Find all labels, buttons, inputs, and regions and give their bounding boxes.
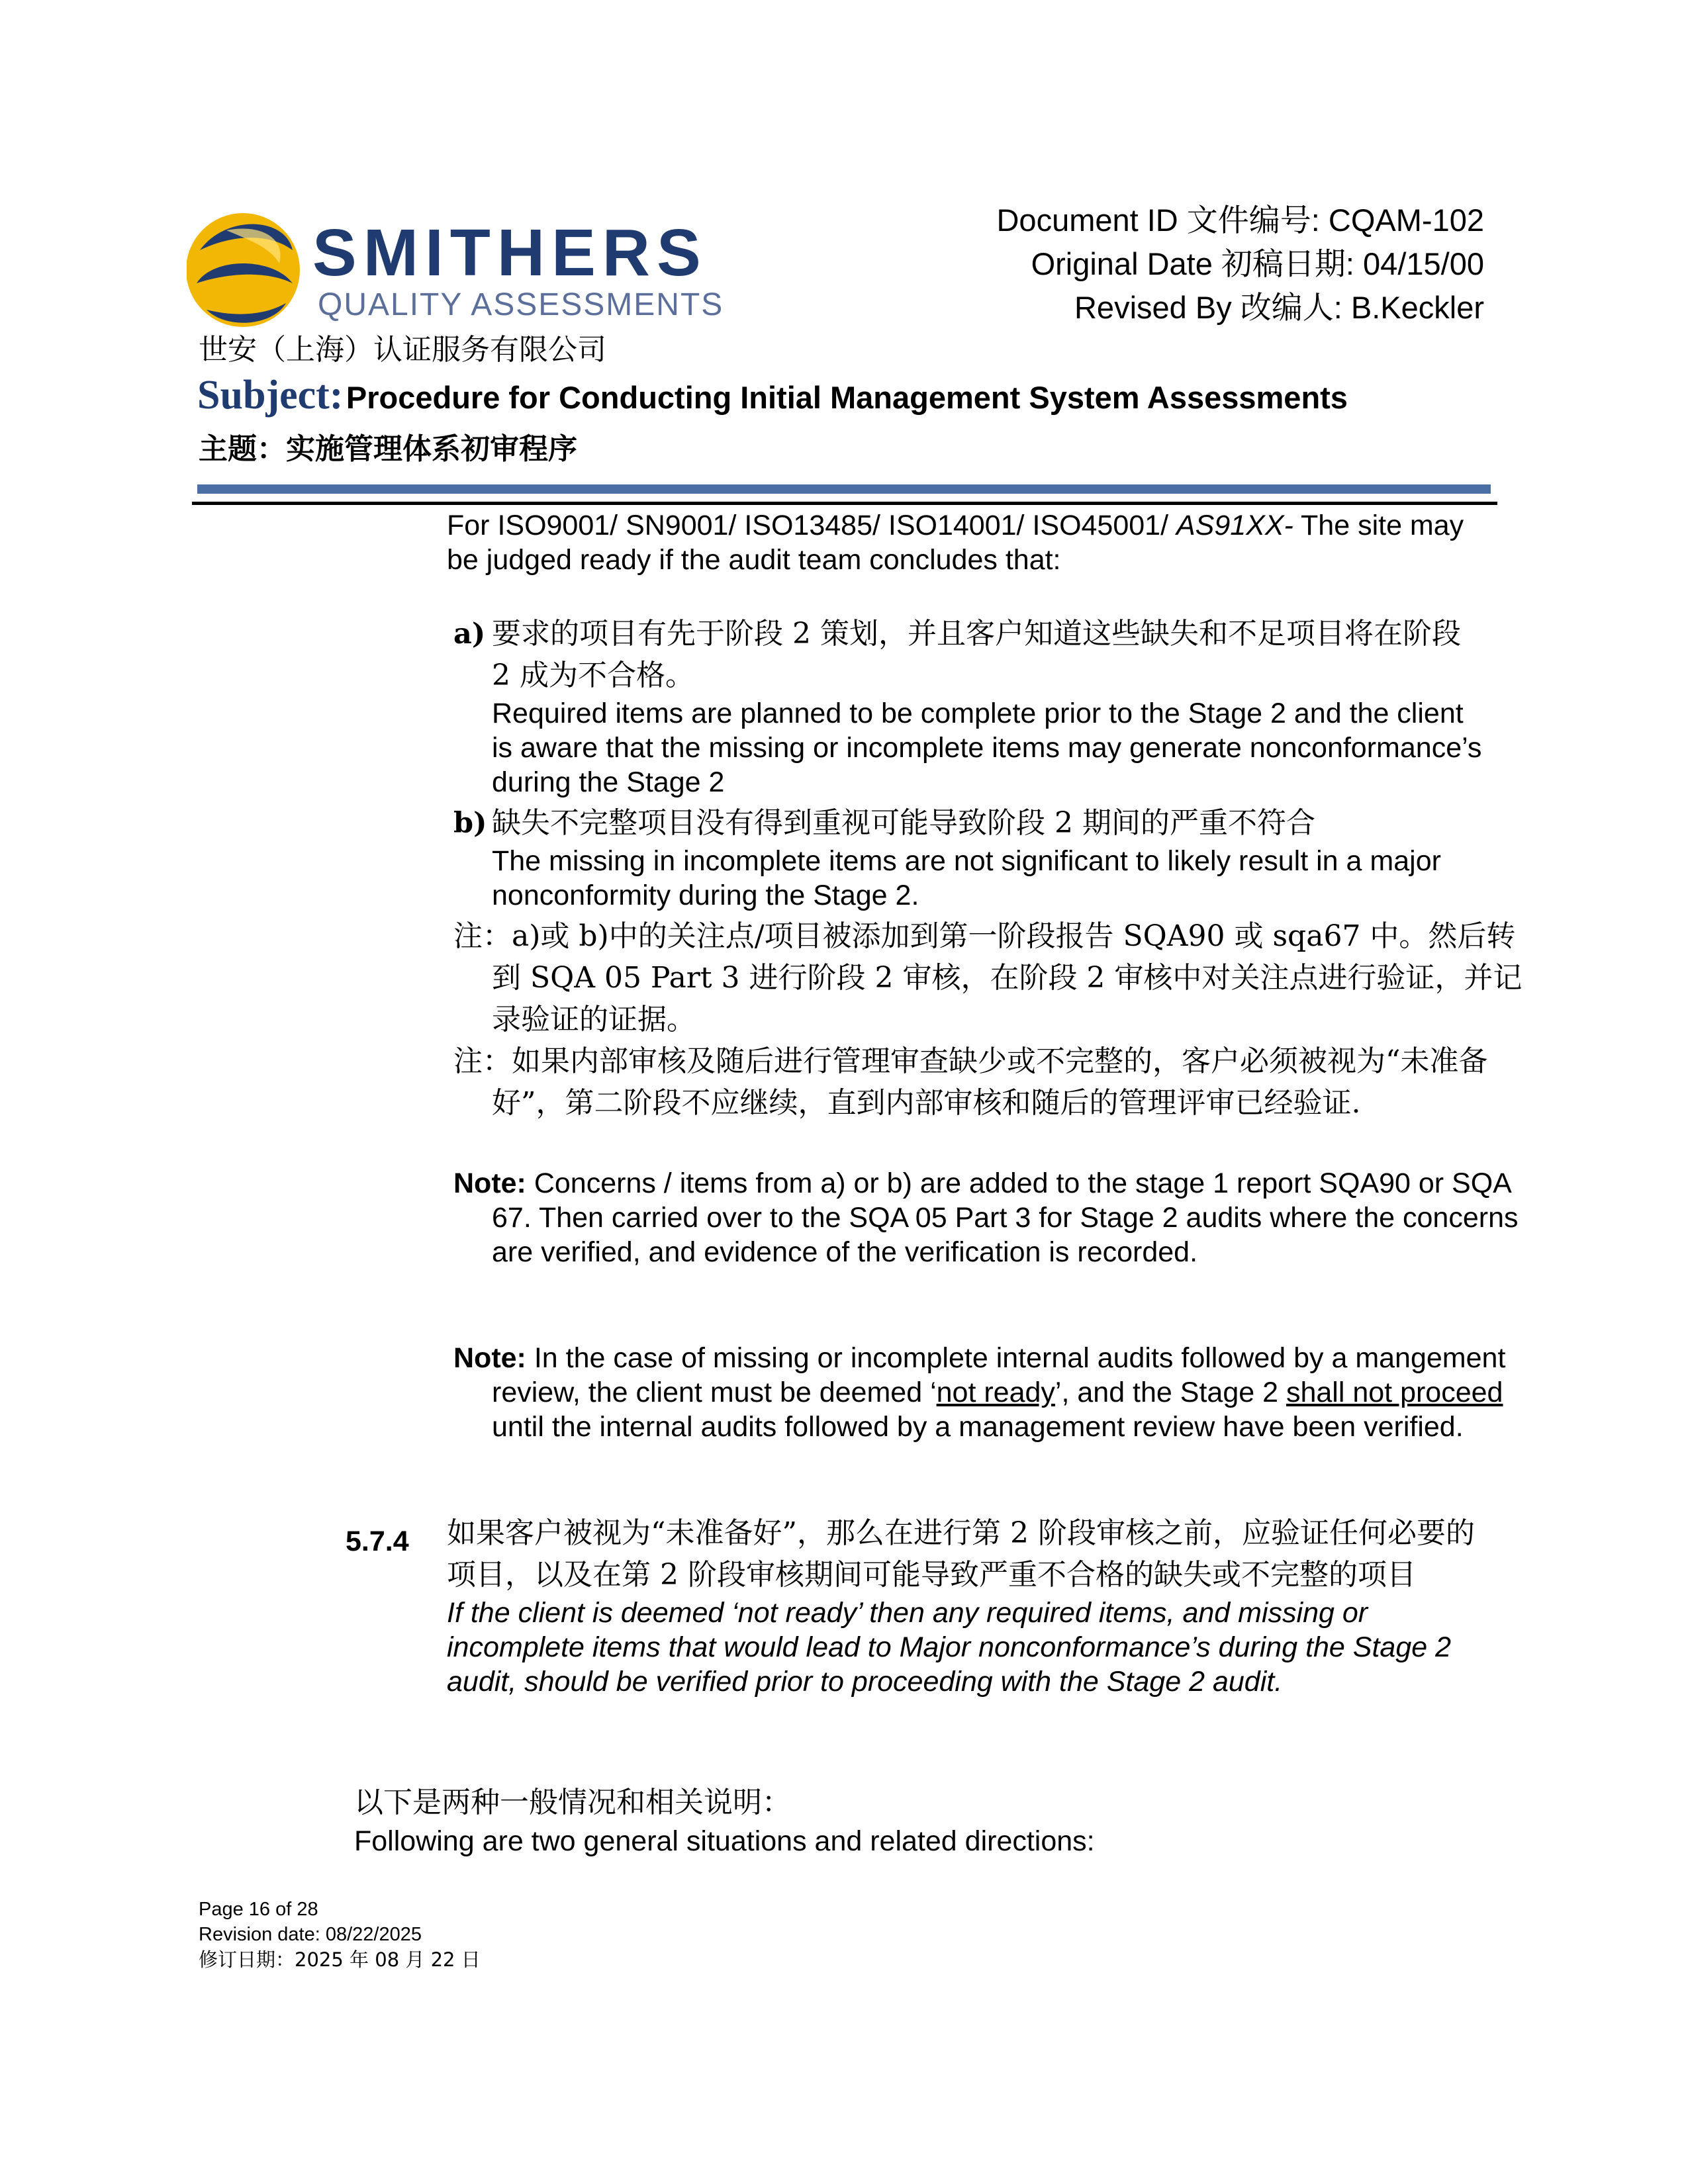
following-cn: 以下是两种一般情况和相关说明：	[354, 1786, 791, 1819]
header-divider-blue	[197, 484, 1491, 494]
section-en: If the client is deemed ‘not ready’ then any required items, and missing or incomplete items that would lead to Major nonconformance’s during the Stage 2 audit, should be verified prior to proceeding with the Stage 2 audit.	[447, 1597, 1452, 1698]
note-cn-1: 注：a)或 b)中的关注点/项目被添加到第一阶段报告 SQA90 或 sqa67 中。然后转到 SQA 05 Part 3 进行阶段 2 审核，在阶段 2 审核中对关注点进行验证，并记录验证的证据。	[453, 919, 1523, 1036]
item-a-en: Required items are planned to be complete prior to the Stage 2 and the client is aware that the missing or incomplete items may generate nonconformance’s during the Stage 2	[492, 698, 1482, 798]
page-number: Page 16 of 28	[199, 1899, 318, 1920]
item-b-en: The missing in incomplete items are not significant to likely result in a major nonconformity during the Stage 2.	[492, 845, 1441, 911]
list-item-a	[453, 613, 1486, 799]
section-5-7-4	[447, 1512, 1486, 1699]
logo-tagline: QUALITY ASSESSMENTS	[318, 287, 724, 322]
intro-text: For ISO9001/ SN9001/ ISO13485/ ISO14001/ ISO45001/	[447, 510, 1176, 541]
header-divider-black	[192, 502, 1497, 505]
note-cn-2: 注：如果内部审核及随后进行管理审查缺少或不完整的，客户必须被视为“未准备好”，第二阶段不应继续，直到内部审核和随后的管理评审已经验证.	[453, 1044, 1488, 1120]
section-cn: 如果客户被视为“未准备好”，那么在进行第 2 阶段审核之前，应验证任何必要的项目，以及在第 2 阶段审核期间可能导致严重不合格的缺失或不完整的项目	[447, 1516, 1475, 1592]
note-2-text-3: until the internal audits followed by a management review have been verified.	[492, 1411, 1464, 1443]
note-1-text: Concerns / items from a) or b) are added to the stage 1 report SQA90 or SQA 67. Then carried over to the SQA 05 Part 3 for Stage 2 audits where the concerns are verified, and evidence of the verification is recorded.	[492, 1167, 1519, 1268]
item-b-cn-text: 缺失不完整项目没有得到重视可能导致阶段 2 期间的严重不符合	[492, 806, 1315, 840]
item-b-tag: b)	[453, 807, 487, 840]
revised-by: Revised By 改编人: B.Keckler	[1074, 290, 1484, 325]
note-2-text-1: In the case of missing or incomplete internal audits followed by a mangement review, the client must be deemed ‘	[492, 1342, 1506, 1408]
note-2-underline-1: not ready	[936, 1377, 1055, 1408]
note-2-underline-2: shall not proceed	[1286, 1377, 1503, 1408]
item-a-cn-text: 要求的项目有先于阶段 2 策划，并且客户知道这些缺失和不足项目将在阶段 2 成为不合格。	[492, 617, 1461, 692]
note-2-text-2: ’, and the Stage 2	[1055, 1377, 1286, 1408]
subject-label: Subject:	[197, 373, 344, 418]
section-number: 5.7.4	[346, 1525, 409, 1557]
document-meta	[996, 199, 1484, 330]
revision-date: Revision date: 08/22/2025	[199, 1924, 422, 1945]
logo-wordmark: SMITHERS	[312, 216, 708, 290]
intro-paragraph	[447, 508, 1486, 577]
document-id: Document ID 文件编号: CQAM-102	[996, 203, 1484, 238]
subject-title: Procedure for Conducting Initial Management System Assessments	[346, 380, 1348, 415]
following-en: Following are two general situations and related directions:	[354, 1825, 1095, 1857]
intro-text-end: The site may be judged ready if the audit team concludes that:	[447, 510, 1464, 576]
item-b-cn	[453, 802, 1486, 844]
item-a-cn	[453, 613, 1486, 696]
subject-title-cn: 主题：实施管理体系初审程序	[199, 432, 577, 466]
page-footer	[199, 1897, 481, 1972]
subject-line	[197, 372, 1348, 419]
logo-emblem-icon	[187, 213, 300, 327]
smithers-logo	[187, 210, 743, 333]
item-a-tag: a)	[453, 617, 486, 651]
revision-date-cn: 修订日期：2025 年 08 月 22 日	[199, 1948, 481, 1971]
intro-italic: AS91XX-	[1176, 510, 1293, 541]
original-date: Original Date 初稿日期: 04/15/00	[1031, 246, 1484, 281]
list-item-b	[453, 802, 1486, 913]
note-1-label: Note:	[453, 1167, 526, 1199]
company-name-cn: 世安（上海）认证服务有限公司	[199, 333, 606, 367]
note-en-1	[453, 1166, 1524, 1269]
note-2-label: Note:	[453, 1342, 526, 1374]
note-en-2	[453, 1341, 1524, 1444]
